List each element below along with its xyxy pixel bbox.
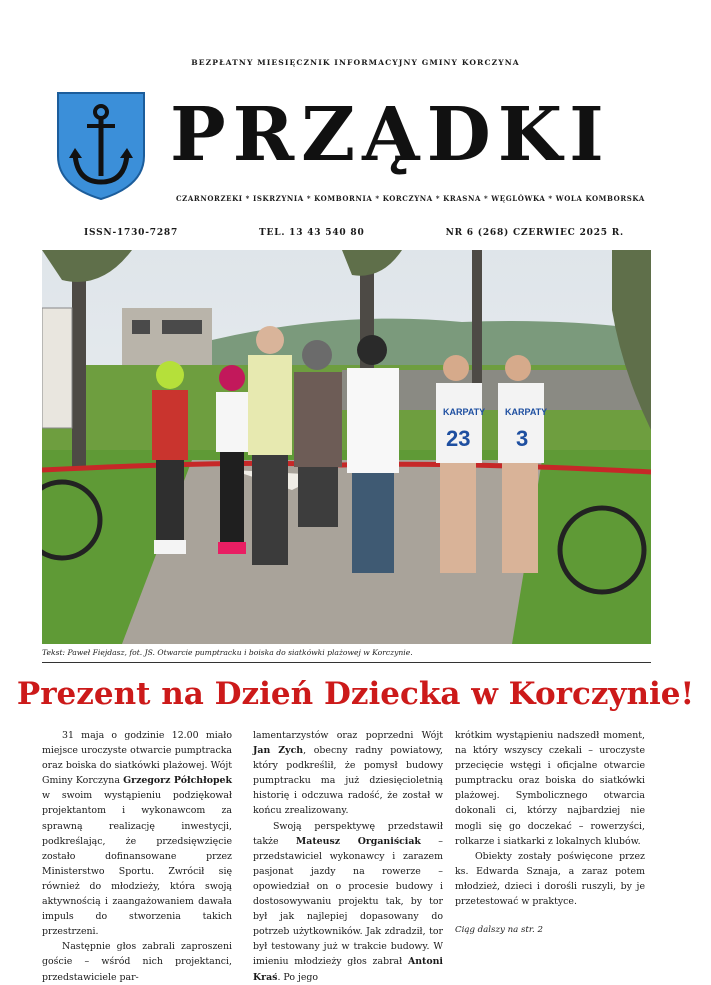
paragraph: lamentarzystów oraz poprzedni Wójt Jan Zych, obecny radny powiatowy, który podkreślił, że pomysł budowy pumptracku ma już dziesięcioletnią historię i odczuwa radość, że został w końcu zrealizowany.	[253, 730, 444, 817]
phone-number: TEL. 13 43 540 80	[259, 228, 365, 238]
paragraph: Obiekty zostały poświęcone przez ks. Edwarda Sznaja, a zaraz potem młodzież, dzieci i dorośli ruszyli, by je przetestować w praktyce.	[455, 850, 645, 908]
paragraph: 31 maja o godzinie 12.00 miało miejsce uroczyste otwarcie pumptracka oraz boiska do siatkówki plażowej. Wójt Gminy Korczyna Grzegorz Półchłopek w swoim wystąpieniu podziękował projektantom i wykonawcom za sprawną realizację inwestycji, podkreślając, że przedsięwzięcie zostało dofinansowane przez Ministerstwo Sportu. Zwrócił się również do młodzieży, która swoją aktywnością i zaangażowaniem dawała impuls do stworzenia takich przestrzeni.	[42, 730, 232, 938]
issn: ISSN-1730-7287	[84, 228, 179, 238]
paragraph: Następnie głos zabrali zaproszeni goście – wśród nich projektanci, przedstawiciele par-	[42, 941, 232, 983]
article-headline: Prezent na Dzień Dziecka w Korczynie!	[16, 676, 695, 712]
jersey-number-2: 3	[516, 426, 529, 451]
article-column-2	[253, 728, 443, 985]
paragraph: krótkim wystąpieniu nadszedł moment, na który wszyscy czekali – uroczyste przecięcie wstęgi i oficjalne otwarcie pumptracku oraz boiska do siatkówki plażowej. Symbolicznego otwarcia dokonali ci, którzy najbardziej nie mogli się go doczekać – rowerzyści, rolkarze i siatkarki z lokalnych klubów.	[455, 730, 645, 847]
jersey-text-1: KARPATY	[443, 407, 486, 417]
person-girl-1	[436, 355, 482, 573]
issue-info-bar	[84, 228, 624, 238]
jersey-text-2: KARPATY	[505, 407, 548, 417]
person-boy-2	[347, 335, 399, 573]
paragraph: Swoją perspektywę przedstawił także Mateusz Organiściak – przedstawiciel wykonawcy i zarazem pasjonat jazdy na rowerze – opowiedział on o procesie budowy i dostosowywaniu projektu tak, by tor był jak najlepiej dopasowany do potrzeb użytkowników. Jak zdradził, tor był testowany już w trakcie budowy. W imieniu młodzieży głos zabrał Antoni Kraś. Po jego	[253, 820, 443, 983]
article-column-3	[455, 728, 645, 938]
newspaper-title: PRZĄDKI	[170, 92, 611, 178]
photo-caption: Tekst: Paweł Fiejdasz, fot. JS. Otwarcie pumptracku i boiska do siatkówki plażowej w Korczynie.	[42, 648, 413, 657]
issue-number: NR 6 (268) CZERWIEC 2025 R.	[445, 228, 624, 238]
person-child-2	[216, 365, 248, 554]
jersey-number-1: 23	[446, 426, 471, 451]
person-adult	[248, 326, 292, 565]
anchor-icon	[55, 90, 147, 202]
person-girl-2	[498, 355, 544, 573]
cover-photo	[42, 250, 651, 644]
article-column-1	[42, 728, 232, 985]
masthead-tagline: BEZPŁATNY MIESIĘCZNIK INFORMACYJNY GMINY KORCZYNA	[191, 58, 520, 67]
continued-note: Ciąg dalszy na str. 2	[455, 925, 543, 936]
divider	[42, 662, 651, 663]
village-list: CZARNORZEKI * ISKRZYNIA * KOMBORNIA * KORCZYNA * KRASNA * WĘGLÓWKA * WOLA KOMBORSKA	[176, 194, 645, 203]
